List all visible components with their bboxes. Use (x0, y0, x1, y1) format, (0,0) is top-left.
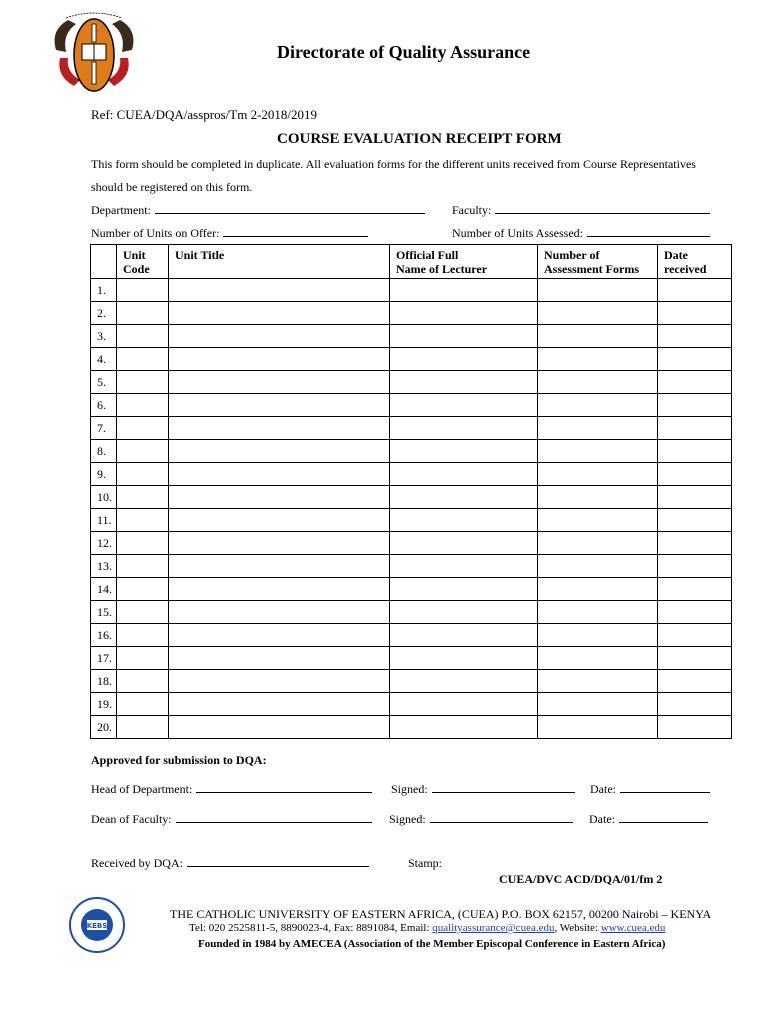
table-cell[interactable] (658, 509, 732, 532)
hod-date-field (590, 782, 710, 797)
hod-input-line[interactable] (196, 782, 372, 793)
footer-contacts (189, 922, 665, 934)
reference-number: Ref: CUEA/DQA/asspros/Tm 2-2018/2019 (91, 107, 318, 122)
table-header-row (91, 245, 732, 279)
table-cell[interactable] (169, 532, 390, 555)
table-row (91, 578, 732, 601)
kebs-badge-text: KEBS (86, 922, 108, 930)
table-cell[interactable] (390, 371, 538, 394)
table-header-cell: Date received (658, 245, 732, 279)
table-cell[interactable] (658, 601, 732, 624)
table-cell[interactable] (658, 302, 732, 325)
faculty-input-line[interactable] (495, 203, 710, 214)
row-number: 11. (91, 509, 117, 532)
form-code: CUEA/DVC ACD/DQA/01/fm 2 (499, 872, 663, 886)
page-title: Directorate of Quality Assurance (277, 42, 531, 62)
row-number: 7. (91, 417, 117, 440)
table-row (91, 279, 732, 302)
received-label: Received by DQA: (91, 856, 183, 870)
table-cell[interactable] (658, 693, 732, 716)
footer-tel: Tel: 020 2525811-5, 8890023-4, Fax: 8891084, Email: (189, 922, 433, 934)
table-cell[interactable] (169, 486, 390, 509)
row-number: 12. (91, 532, 117, 555)
table-row (91, 716, 732, 739)
table-cell[interactable] (658, 670, 732, 693)
units-assessed-input-line[interactable] (587, 226, 710, 237)
row-number: 19. (91, 693, 117, 716)
row-number: 20. (91, 716, 117, 739)
dean-signed-line[interactable] (430, 812, 573, 823)
table-cell[interactable] (658, 486, 732, 509)
table-cell[interactable] (169, 417, 390, 440)
hod-signed-label: Signed: (391, 782, 428, 796)
stamp-label: Stamp: (408, 856, 443, 870)
table-cell[interactable] (390, 555, 538, 578)
table-cell[interactable] (169, 279, 390, 302)
table-row (91, 693, 732, 716)
table-cell[interactable] (117, 302, 169, 325)
table-cell[interactable] (538, 670, 658, 693)
table-cell[interactable] (390, 302, 538, 325)
table-cell[interactable] (169, 578, 390, 601)
row-number: 13. (91, 555, 117, 578)
table-cell[interactable] (538, 716, 658, 739)
hod-field (91, 782, 372, 797)
row-number: 8. (91, 440, 117, 463)
table-cell[interactable] (117, 555, 169, 578)
row-number: 3. (91, 325, 117, 348)
table-cell[interactable] (117, 601, 169, 624)
table-cell[interactable] (658, 440, 732, 463)
table-cell[interactable] (538, 578, 658, 601)
department-input-line[interactable] (155, 203, 425, 214)
table-cell[interactable] (658, 371, 732, 394)
table-cell[interactable] (390, 348, 538, 371)
form-title: COURSE EVALUATION RECEIPT FORM (277, 131, 562, 147)
table-row (91, 670, 732, 693)
table-cell[interactable] (538, 486, 658, 509)
hod-date-label: Date: (590, 782, 616, 796)
table-cell[interactable] (390, 417, 538, 440)
table-cell[interactable] (538, 348, 658, 371)
table-header-cell: Official Full Name of Lecturer (390, 245, 538, 279)
footer-address: THE CATHOLIC UNIVERSITY OF EASTERN AFRICA, (CUEA) P.O. BOX 62157, 00200 Nairobi – KENYA (170, 907, 712, 921)
table-cell[interactable] (538, 394, 658, 417)
footer-founded: Founded in 1984 by AMECEA (Association of the Member Episcopal Conference in Eastern Africa) (198, 938, 666, 950)
table-cell[interactable] (658, 647, 732, 670)
hod-signed-line[interactable] (432, 782, 575, 793)
table-header-cell: Number of Assessment Forms (538, 245, 658, 279)
table-cell[interactable] (169, 670, 390, 693)
table-cell[interactable] (169, 693, 390, 716)
table-cell[interactable] (538, 555, 658, 578)
table-cell[interactable] (538, 463, 658, 486)
hod-date-line[interactable] (620, 782, 710, 793)
table-cell[interactable] (538, 624, 658, 647)
table-cell[interactable] (390, 670, 538, 693)
table-row (91, 440, 732, 463)
table-cell[interactable] (169, 624, 390, 647)
table-cell[interactable] (117, 716, 169, 739)
row-number: 9. (91, 463, 117, 486)
units-offer-label: Number of Units on Offer: (91, 226, 220, 240)
table-cell[interactable] (390, 440, 538, 463)
table-cell[interactable] (169, 463, 390, 486)
table-cell[interactable] (538, 532, 658, 555)
table-row (91, 371, 732, 394)
table-cell[interactable] (538, 302, 658, 325)
table-cell[interactable] (390, 601, 538, 624)
table-cell[interactable] (117, 647, 169, 670)
dean-label: Dean of Faculty: (91, 812, 172, 826)
table-cell[interactable] (169, 601, 390, 624)
hod-signed-field (391, 782, 575, 797)
table-cell[interactable] (117, 348, 169, 371)
table-cell[interactable] (658, 348, 732, 371)
department-field (91, 203, 425, 218)
dean-signed-field (389, 812, 573, 827)
table-cell[interactable] (658, 325, 732, 348)
table-cell[interactable] (117, 486, 169, 509)
table-cell[interactable] (117, 325, 169, 348)
table-row (91, 601, 732, 624)
table-cell[interactable] (117, 394, 169, 417)
table-cell[interactable] (169, 348, 390, 371)
received-input-line[interactable] (187, 856, 369, 867)
table-cell[interactable] (169, 555, 390, 578)
table-cell[interactable] (658, 716, 732, 739)
table-header-cell: Unit Code (117, 245, 169, 279)
table-cell[interactable] (117, 670, 169, 693)
approval-heading: Approved for submission to DQA: (91, 753, 267, 767)
table-cell[interactable] (117, 693, 169, 716)
table-cell[interactable] (538, 371, 658, 394)
table-cell[interactable] (390, 509, 538, 532)
table-cell[interactable] (538, 693, 658, 716)
table-cell[interactable] (169, 394, 390, 417)
table-cell[interactable] (117, 578, 169, 601)
dean-input-line[interactable] (176, 812, 372, 823)
faculty-label: Faculty: (452, 203, 492, 217)
table-cell[interactable] (390, 486, 538, 509)
table-row (91, 325, 732, 348)
faculty-field (452, 203, 710, 218)
table-header-cell (91, 245, 117, 279)
table-cell[interactable] (169, 509, 390, 532)
table-cell[interactable] (658, 555, 732, 578)
row-number: 16. (91, 624, 117, 647)
table-cell[interactable] (658, 624, 732, 647)
intro-text-line2: should be registered on this form. (91, 180, 253, 194)
university-crest-logo (46, 10, 142, 96)
row-number: 14. (91, 578, 117, 601)
table-cell[interactable] (117, 509, 169, 532)
row-number: 6. (91, 394, 117, 417)
table-cell[interactable] (117, 440, 169, 463)
table-cell[interactable] (169, 371, 390, 394)
dean-signed-label: Signed: (389, 812, 426, 826)
table-cell[interactable] (390, 532, 538, 555)
row-number: 2. (91, 302, 117, 325)
table-row (91, 509, 732, 532)
table-cell[interactable] (538, 647, 658, 670)
footer-website-label: , Website: (554, 922, 601, 934)
table-cell[interactable] (658, 417, 732, 440)
row-number: 18. (91, 670, 117, 693)
row-number: 4. (91, 348, 117, 371)
table-cell[interactable] (169, 647, 390, 670)
table-cell[interactable] (658, 532, 732, 555)
table-cell[interactable] (169, 302, 390, 325)
row-number: 17. (91, 647, 117, 670)
units-offer-input-line[interactable] (223, 226, 368, 237)
units-assessed-field (452, 226, 710, 241)
table-cell[interactable] (658, 394, 732, 417)
dean-field (91, 812, 372, 827)
table-cell[interactable] (538, 509, 658, 532)
table-row (91, 486, 732, 509)
table-cell[interactable] (390, 279, 538, 302)
table-cell[interactable] (390, 716, 538, 739)
table-row (91, 348, 732, 371)
table-cell[interactable] (117, 532, 169, 555)
email-link[interactable]: qualityassurance@cuea.edu (432, 922, 555, 934)
table-cell[interactable] (169, 716, 390, 739)
row-number: 5. (91, 371, 117, 394)
table-cell[interactable] (390, 463, 538, 486)
table-cell[interactable] (169, 440, 390, 463)
table-cell[interactable] (538, 279, 658, 302)
intro-text-line1: This form should be completed in duplicate. All evaluation forms for the different units received from Course Representatives (91, 157, 696, 171)
table-cell[interactable] (390, 624, 538, 647)
table-cell[interactable] (658, 279, 732, 302)
row-number: 15. (91, 601, 117, 624)
table-cell[interactable] (390, 578, 538, 601)
evaluation-receipt-table (90, 244, 732, 739)
table-row (91, 463, 732, 486)
table-cell[interactable] (117, 463, 169, 486)
website-link[interactable]: www.cuea.edu (600, 922, 666, 934)
table-cell[interactable] (538, 417, 658, 440)
table-cell[interactable] (117, 371, 169, 394)
table-cell[interactable] (390, 394, 538, 417)
row-number: 10. (91, 486, 117, 509)
table-cell[interactable] (390, 647, 538, 670)
units-offer-field (91, 226, 368, 241)
received-field (91, 856, 369, 871)
table-header-cell: Unit Title (169, 245, 390, 279)
department-label: Department: (91, 203, 151, 217)
table-row (91, 647, 732, 670)
table-row (91, 302, 732, 325)
table-cell[interactable] (169, 325, 390, 348)
table-cell[interactable] (390, 693, 538, 716)
hod-label: Head of Department: (91, 782, 193, 796)
units-assessed-label: Number of Units Assessed: (452, 226, 583, 240)
table-row (91, 394, 732, 417)
table-row (91, 532, 732, 555)
table-cell[interactable] (390, 325, 538, 348)
table-row (91, 555, 732, 578)
table-cell[interactable] (658, 578, 732, 601)
table-row (91, 417, 732, 440)
dean-date-field (589, 812, 708, 827)
table-cell[interactable] (538, 601, 658, 624)
kebs-certification-logo (68, 896, 126, 954)
dean-date-line[interactable] (619, 812, 708, 823)
table-cell[interactable] (117, 279, 169, 302)
table-cell[interactable] (538, 440, 658, 463)
row-number: 1. (91, 279, 117, 302)
table-cell[interactable] (538, 325, 658, 348)
dean-date-label: Date: (589, 812, 615, 826)
table-cell[interactable] (117, 624, 169, 647)
table-row (91, 624, 732, 647)
table-cell[interactable] (658, 463, 732, 486)
table-cell[interactable] (117, 417, 169, 440)
